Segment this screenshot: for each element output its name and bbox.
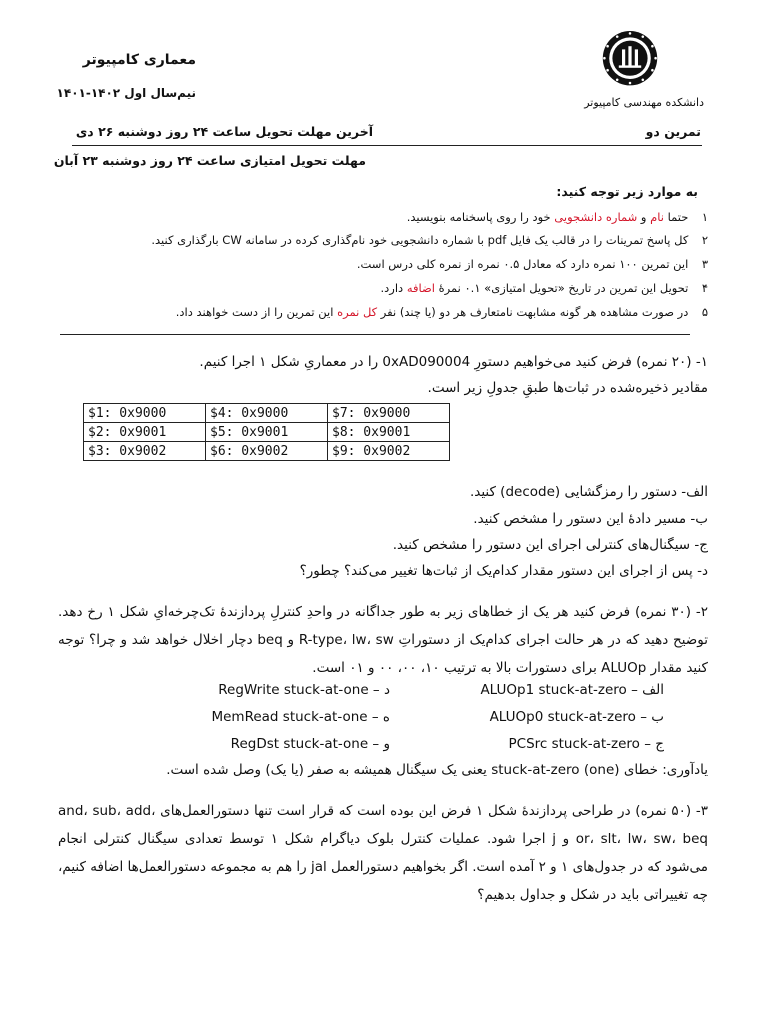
note-number: ۳ [701,257,708,271]
q1-part-d: د- پس از اجرای این دستور مقدار کدام‌یک از ثبات‌ها تغییر می‌کند؟ چطور؟ [299,563,708,579]
notes-divider [60,334,690,335]
note-5 [176,305,708,319]
register-cell: $8: 0x9001 [328,423,450,442]
register-cell: $3: 0x9002 [84,442,206,461]
note-1 [407,210,708,224]
note-text: تحویل این تمرین در تاریخ «تحویل امتیازی» ۰.۱ نمرهٔ [434,281,689,295]
highlight-text: اضافه [406,281,435,295]
q1-intro-2: مقادیر ذخیره‌شده در ثبات‌ها طبقِ جدولِ زیر است. [427,380,708,396]
course-title: معماری کامپیوتر [82,52,196,68]
notes-heading: به موارد زیر توجه کنید: [556,184,698,199]
highlight-text: شماره دانشجویی [554,210,638,224]
q2-option-he: ه – MemRead stuck-at-one [211,709,390,725]
homework-title: تمرین دو [645,124,701,139]
semester-label: نیم‌سال اول ۱۴۰۲-۱۴۰۱ [56,86,196,100]
note-4 [381,281,708,295]
register-cell: $4: 0x9000 [206,404,328,423]
highlight-text: نام [650,210,664,224]
highlight-text: کل نمره [337,305,378,319]
final-deadline: آخرین مهلت تحویل ساعت ۲۴ روز دوشنبه ۲۶ دی [75,124,373,139]
department-label: دانشکده مهندسی کامپیوتر [584,96,704,109]
note-text: این تمرین را از دست خواهند داد. [175,305,338,319]
register-cell: $6: 0x9002 [206,442,328,461]
q2-option-dal: د – RegWrite stuck-at-one [218,682,390,698]
q2-option-alef: الف – ALUOp1 stuck-at-zero [480,682,664,698]
note-number: ۵ [701,305,708,319]
table-row [84,442,450,461]
note-text: و [637,210,651,224]
table-row [84,404,450,423]
note-text: کل پاسخ تمرینات را در قالب یک فایل pdf با شماره دانشجویی خود نام‌گذاری کرده در سامانه CW بارگذاری کنید. [151,233,689,247]
note-number: ۴ [701,281,708,295]
q2-option-be: ب – ALUOp0 stuck-at-zero [489,709,664,725]
q2-option-vav: و – RegDst stuck-at-one [230,736,390,752]
q1-part-a: الف- دستور را رمزگشایی (decode) کنید. [469,484,708,500]
register-cell: $9: 0x9002 [328,442,450,461]
q1-part-c: ج- سیگنال‌های کنترلی اجرای این دستور را مشخص کنید. [392,537,708,553]
register-cell: $5: 0x9001 [206,423,328,442]
note-text: دارد. [380,281,407,295]
q1-intro: ۱- (۲۰ نمره) فرض کنید می‌خواهیم دستورِ 0xAD090004 را در معماریِ شکل ۱ اجرا کنیم. [199,354,708,370]
note-number: ۱ [701,210,708,224]
q2-reminder: یادآوری: خطای stuck-at-zero (one) یعنی یک سیگنال همیشه به صفر (یا یک) وصل شده است. [166,762,708,778]
note-2 [151,233,708,247]
note-text: این تمرین ۱۰۰ نمره دارد که معادل ۰.۵ نمره از نمره کلی درس است. [356,257,689,271]
table-row [84,423,450,442]
q3-text: ۳- (۵۰ نمره) در طراحی پردازندهٔ شکل ۱ فرض این بوده است که قرار است تنها دستورالعمل‌های and، sub، add، or، slt، lw، sw، beq و j اجرا شود. عملیات کنترل بلوک دیاگرام شکل ۱ توسط تعدادی سیگنال کنترلی انجام می‌شود که در جدول‌های ۱ و ۲ آمده است. اگر بخواهیم دستورالعمل jal را هم به مجموعه دستورالعمل‌ها اضافه کنیم، چه تغییراتی باید در شکل و جداول بدهیم؟ [58,803,709,903]
note-text: حتما [663,210,689,224]
note-text: در صورت مشاهده هر گونه مشابهت نامتعارف هر دو (یا چند) نفر [377,305,689,319]
q2-text: ۲- (۳۰ نمره) فرض کنید هر یک از خطاهای زیر به طور جداگانه در واحدِ کنترلِ پردازندهٔ تک‌چرخه‌ایِ شکل ۱ رخ دهد. توضیح دهید که در هر حالت اجرای کدام‌یک از دستوراتِ R-type، lw، sw و beq دچار اخلال خواهد شد و چرا؟ توجه کنید مقدار ALUOp برای دستورات بالا به ترتیب ۱۰، ۰۰، ۰۰ و ۰۱ است. [58,604,709,676]
university-logo [598,22,678,96]
note-number: ۲ [701,233,708,247]
header-divider [72,145,702,146]
q2-option-jim: ج – PCSrc stuck-at-zero [508,736,664,752]
note-3 [357,257,708,271]
register-cell: $7: 0x9000 [328,404,450,423]
register-table [83,403,450,461]
register-cell: $2: 0x9001 [84,423,206,442]
q1-part-b: ب- مسیر دادهٔ این دستور را مشخص کنید. [473,511,708,527]
bonus-deadline: مهلت تحویل امتیازی ساعت ۲۴ روز دوشنبه ۲۳ آبان [53,153,366,168]
register-cell: $1: 0x9000 [84,404,206,423]
note-text: خود را روی پاسخنامه بنویسید. [406,210,555,224]
